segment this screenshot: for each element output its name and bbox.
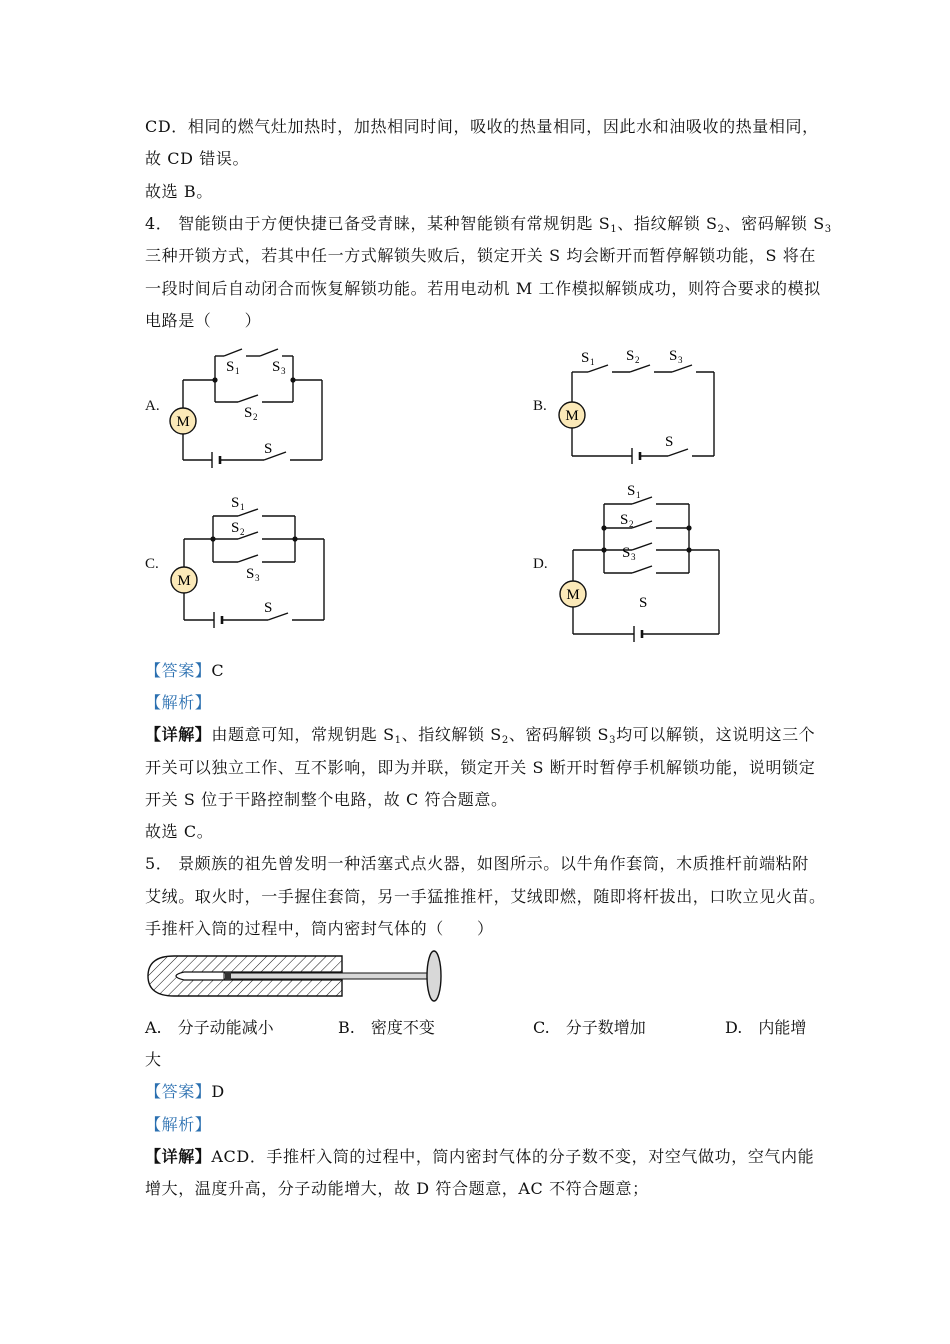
svg-text:M: M [566, 587, 580, 603]
option-d-label: D. [533, 556, 548, 572]
svg-text:3: 3 [281, 366, 286, 376]
circuit-diagram-a [160, 340, 340, 470]
svg-text:2: 2 [253, 412, 258, 422]
svg-text:S: S [264, 441, 273, 457]
q5-detail-line: 【详解】ACD．手推杆入筒的过程中，筒内密封气体的分子数不变，对空气做功，空气内能 [145, 1147, 815, 1166]
fire-piston-diagram [144, 950, 449, 1006]
svg-text:3: 3 [678, 355, 683, 365]
svg-text:S: S [581, 350, 590, 366]
q5-choice-d: D. 内能增 [725, 1018, 807, 1037]
svg-text:S: S [226, 359, 235, 375]
svg-text:1: 1 [636, 490, 641, 500]
q5-stem-line: 艾绒。取火时，一手握住套筒，另一手猛推推杆，艾绒即燃，随即将杆拔出，口吹立见火苗。 [145, 887, 826, 906]
q5-stem-line: 5． 景颇族的祖先曾发明一种活塞式点火器，如图所示。以牛角作套筒，木质推杆前端粘附 [145, 854, 809, 873]
q4-detail-line: 开关可以独立工作、互不影响，即为并联，锁定开关 S 断开时暂停手机解锁功能，说明锁定 [145, 758, 816, 777]
q4-conclusion: 故选 C。 [145, 822, 214, 841]
svg-text:1: 1 [240, 502, 245, 512]
svg-text:1: 1 [590, 357, 595, 367]
svg-text:S: S [627, 483, 636, 499]
svg-text:S: S [264, 600, 273, 616]
option-c-label: C. [145, 556, 159, 572]
q3-conclusion: 故选 B。 [145, 182, 213, 201]
svg-text:M: M [177, 573, 191, 589]
circuit-diagram-b [548, 340, 728, 470]
q4-stem-line: 一段时间后自动闭合而恢复解锁功能。若用电动机 M 工作模拟解锁成功，则符合要求的模拟 [145, 279, 821, 298]
svg-text:2: 2 [629, 519, 634, 529]
svg-text:S: S [272, 359, 281, 375]
q3-explanation-line: 故 CD 错误。 [145, 149, 250, 168]
q5-choice-a: A. 分子动能减小 [145, 1018, 274, 1037]
q4-detail-line: 开关 S 位于干路控制整个电路，故 C 符合题意。 [145, 790, 508, 809]
svg-text:S: S [231, 520, 240, 536]
svg-text:S: S [231, 495, 240, 511]
q5-choice-b: B. 密度不变 [338, 1018, 435, 1037]
svg-text:S: S [626, 348, 635, 364]
svg-text:S: S [246, 566, 255, 582]
q4-answer: 【答案】C [145, 661, 225, 680]
svg-text:3: 3 [255, 573, 260, 583]
q5-choice-d-wrap: 大 [145, 1050, 162, 1069]
q4-detail-line: 【详解】由题意可知，常规钥匙 $S_1$、指纹解锁 $S_2$、密码解锁 $S_3$均可以解锁，这说明这三个 [145, 725, 816, 746]
svg-text:1: 1 [235, 366, 240, 376]
q5-stem-line: 手推杆入筒的过程中，筒内密封气体的（ ） [145, 919, 494, 938]
q4-stem-line: 电路是（ ） [145, 311, 262, 330]
q5-detail-line: 增大，温度升高，分子动能增大，故 D 符合题意，AC 不符合题意； [145, 1179, 649, 1198]
svg-text:S: S [622, 545, 631, 561]
q5-analysis-tag: 【解析】 [145, 1115, 212, 1134]
svg-text:2: 2 [240, 527, 245, 537]
circuit-diagram-d [548, 478, 728, 643]
svg-text:S: S [639, 595, 648, 611]
svg-text:M: M [176, 414, 190, 430]
svg-text:S: S [244, 405, 253, 421]
q4-stem-line: 三种开锁方式，若其中任一方式解锁失败后，锁定开关 S 均会断开而暂停解锁功能，S 将在 [145, 246, 816, 265]
q5-choice-c: C. 分子数增加 [533, 1018, 646, 1037]
option-a-label: A. [145, 398, 160, 414]
svg-text:S: S [665, 434, 674, 450]
q4-analysis-tag: 【解析】 [145, 693, 212, 712]
circuit-diagram-c [160, 492, 340, 637]
svg-text:S: S [620, 512, 629, 528]
q3-explanation-line: CD．相同的燃气灶加热时，加热相同时间，吸收的热量相同，因此水和油吸收的热量相同， [145, 117, 819, 136]
svg-text:S: S [669, 348, 678, 364]
option-b-label: B. [533, 398, 547, 414]
q4-stem-line: 4． 智能锁由于方便快捷已备受青睐，某种智能锁有常规钥匙 $S_1$、指纹解锁 $S_2$、密码解锁 $S_3$ [145, 214, 832, 235]
svg-text:3: 3 [631, 552, 636, 562]
svg-text:2: 2 [635, 355, 640, 365]
q5-answer: 【答案】D [145, 1082, 225, 1101]
svg-text:M: M [565, 408, 579, 424]
